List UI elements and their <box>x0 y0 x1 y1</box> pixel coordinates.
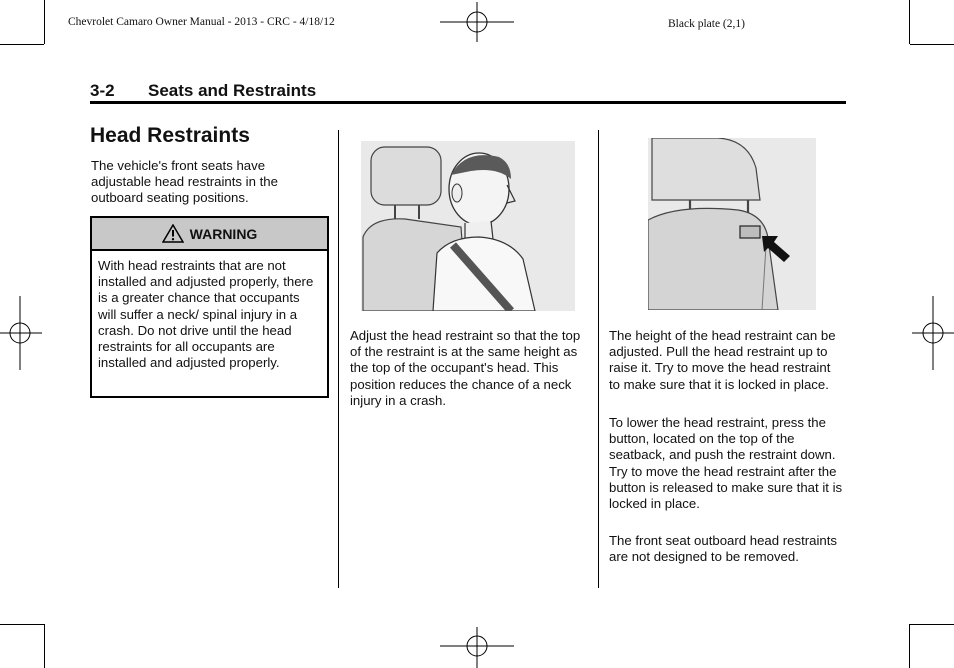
paragraph: To lower the head restraint, press the button, located on the top of the seatback, and push the restraint down. Try to move the head restraint after the button is released to make sure that it is locked in place. <box>609 415 843 512</box>
crop-mark <box>909 624 910 668</box>
crop-mark <box>44 0 45 44</box>
head-restraint-button-illustration-icon <box>648 138 816 310</box>
section-rule <box>90 101 846 104</box>
seated-driver-illustration-icon <box>361 141 575 311</box>
crop-mark <box>0 44 44 45</box>
warning-label: WARNING <box>189 225 258 242</box>
warning-header <box>92 218 327 251</box>
warning-box <box>90 216 329 398</box>
registration-mark-icon <box>912 296 954 370</box>
section-number: 3-2 <box>90 81 115 100</box>
crop-mark <box>910 44 954 45</box>
running-head: Chevrolet Camaro Owner Manual - 2013 - CRC - 4/18/12 <box>68 16 335 28</box>
seated-driver-figure <box>361 141 575 311</box>
intro-text: The vehicle's front seats have adjustable head restraints in the outboard seating positions. <box>91 158 278 206</box>
column-divider <box>598 130 599 588</box>
registration-mark-icon <box>440 2 514 42</box>
paragraph: The front seat outboard head restraints are not designed to be removed. <box>609 533 837 565</box>
warning-triangle-icon <box>162 224 184 243</box>
crop-mark <box>44 624 45 668</box>
figure-caption: Adjust the head restraint so that the top of the restraint is at the same height as the top of the occupant's head. This position reduces the chance of a neck injury in a crash. <box>350 328 581 408</box>
warning-text: With head restraints that are not installed and adjusted properly, there is a greater chance that occupants will suffer a neck/ spinal injury in a crash. Do not drive until the head restraints for all occupants are installed and adjusted properly. <box>98 258 314 371</box>
head-restraint-figure <box>648 138 816 310</box>
plate-label: Black plate (2,1) <box>668 18 745 30</box>
crop-mark <box>909 0 910 44</box>
column-divider <box>338 130 339 588</box>
registration-mark-icon <box>0 296 42 370</box>
paragraph: The height of the head restraint can be adjusted. Pull the head restraint up to raise it. Try to move the head restraint to make sure that it is locked in place. <box>609 328 836 392</box>
crop-mark <box>910 624 954 625</box>
registration-mark-icon <box>440 627 514 668</box>
page-title: Head Restraints <box>90 124 250 147</box>
section-title: Seats and Restraints <box>148 81 317 100</box>
crop-mark <box>0 624 44 625</box>
